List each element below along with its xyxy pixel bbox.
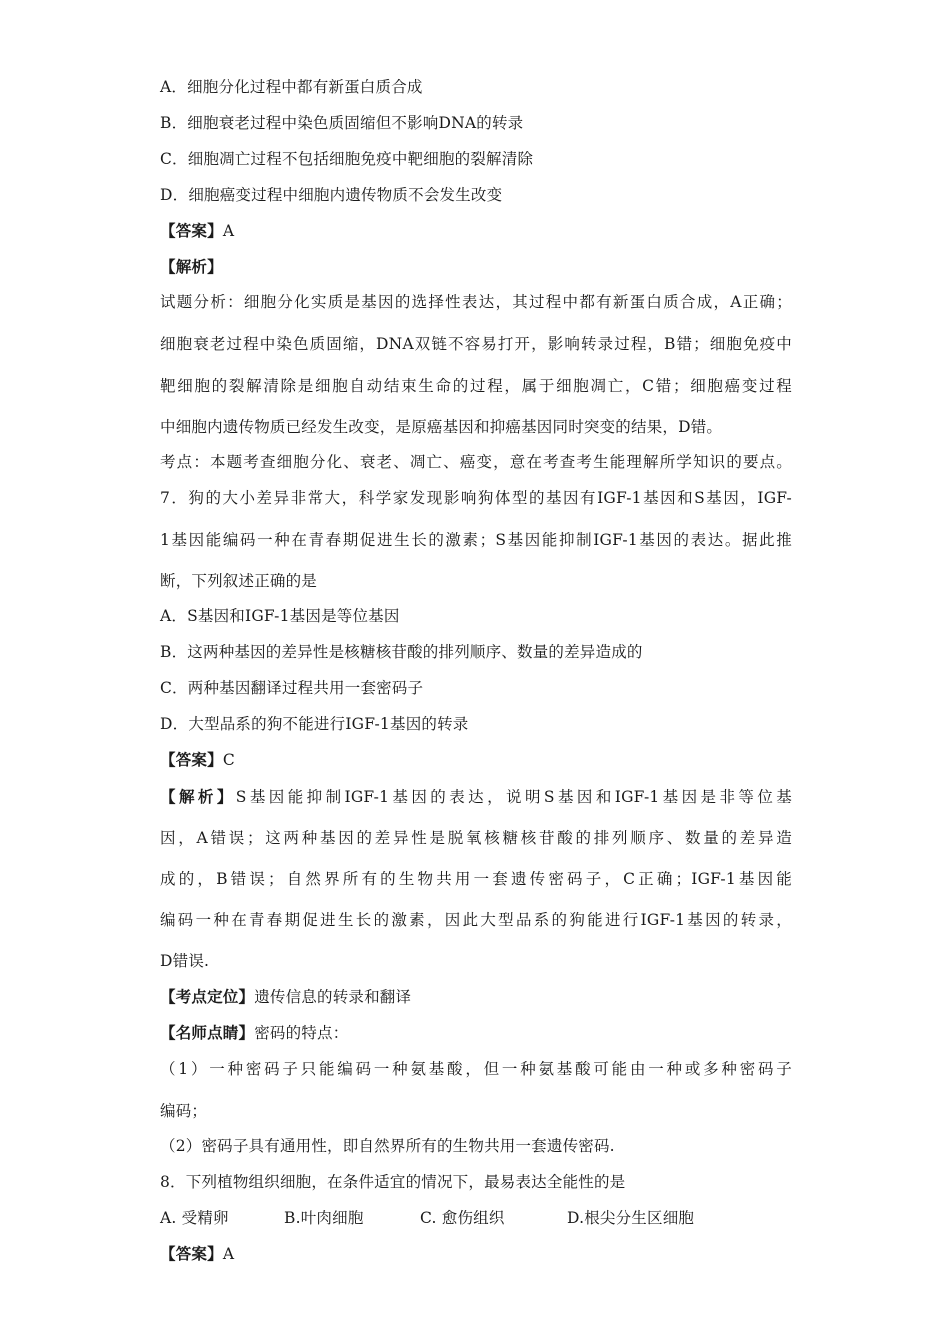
q7-option-a: A．S基因和IGF-1基因是等位基因	[160, 607, 400, 625]
q6-option-d: D．细胞癌变过程中细胞内遗传物质不会发生改变	[160, 186, 503, 204]
q7-analysis-line: 成的，B错误；自然界所有的生物共用一套遗传密码子，C正确；IGF-1基因能	[160, 870, 792, 888]
q6-analysis-line: 细胞衰老过程中染色质固缩，DNA双链不容易打开，影响转录过程，B错；细胞免疫中	[160, 335, 792, 353]
analysis-text: S基因能抑制IGF-1基因的表达，说明S基因和IGF-1基因是非等位基	[235, 788, 793, 806]
mingshi-text: 密码的特点：	[254, 1024, 349, 1042]
q8-answer	[160, 1244, 234, 1264]
kaodian-text: 遗传信息的转录和翻译	[254, 988, 412, 1006]
q7-stem-line: 7．狗的大小差异非常大，科学家发现影响狗体型的基因有IGF-1基因和S基因，IGF-	[160, 489, 792, 507]
q6-option-b: B．细胞衰老过程中染色质固缩但不影响DNA的转录	[160, 114, 524, 132]
q6-point: 考点：本题考查细胞分化、衰老、凋亡、癌变，意在考查考生能理解所学知识的要点。	[160, 453, 792, 471]
q7-note: 编码；	[160, 1102, 208, 1120]
kaodian-label: 【考点定位】	[160, 987, 255, 1006]
q7-note: （1）一种密码子只能编码一种氨基酸，但一种氨基酸可能由一种或多种密码子	[160, 1060, 792, 1078]
q6-analysis-line: 靶细胞的裂解清除是细胞自动结束生命的过程，属于细胞凋亡，C错；细胞癌变过程	[160, 377, 792, 395]
q6-option-c: C．细胞凋亡过程不包括细胞免疫中靶细胞的裂解清除	[160, 150, 534, 168]
q7-stem-line: 断，下列叙述正确的是	[160, 572, 318, 590]
q7-analysis-line: 因，A错误；这两种基因的差异性是脱氧核糖核苷酸的排列顺序、数量的差异造	[160, 829, 792, 847]
q7-note: （2）密码子具有通用性，即自然界所有的生物共用一套遗传密码.	[160, 1137, 615, 1155]
q7-analysis-line: D错误.	[160, 952, 210, 970]
answer-value: A	[222, 222, 235, 240]
answer-value: A	[222, 1245, 235, 1263]
q8-option-d: D.根尖分生区细胞	[567, 1209, 695, 1227]
answer-label: 【答案】	[160, 750, 223, 769]
q8-option-a: A. 受精卵	[160, 1209, 229, 1227]
answer-label: 【答案】	[160, 1244, 223, 1263]
mingshi-label: 【名师点睛】	[160, 1023, 255, 1042]
q6-analysis-line: 试题分析：细胞分化实质是基因的选择性表达，其过程中都有新蛋白质合成，A正确；	[160, 293, 792, 311]
q7-option-d: D．大型品系的狗不能进行IGF-1基因的转录	[160, 715, 469, 733]
q7-analysis-line: 编码一种在青春期促进生长的激素，因此大型品系的狗能进行IGF-1基因的转录，	[160, 911, 792, 929]
q7-mingshi	[160, 1023, 348, 1043]
q7-kaodian	[160, 987, 411, 1007]
q6-analysis-label: 【解析】	[160, 257, 223, 276]
q7-option-b: B．这两种基因的差异性是核糖核苷酸的排列顺序、数量的差异造成的	[160, 643, 643, 661]
answer-value: C	[222, 751, 235, 769]
q6-answer	[160, 221, 234, 241]
q6-analysis-line: 中细胞内遗传物质已经发生改变，是原癌基因和抑癌基因同时突变的结果，D错。	[160, 418, 723, 436]
q7-answer	[160, 750, 235, 770]
q7-stem-line: 1基因能编码一种在青春期促进生长的激素；S基因能抑制IGF-1基因的表达。据此推	[160, 531, 792, 549]
analysis-label: 【解析】	[160, 787, 236, 806]
q7-analysis-first-line	[160, 787, 792, 807]
q7-option-c: C．两种基因翻译过程共用一套密码子	[160, 679, 424, 697]
q6-option-a: A．细胞分化过程中都有新蛋白质合成	[160, 78, 423, 96]
q8-stem: 8．下列植物组织细胞，在条件适宜的情况下，最易表达全能性的是	[160, 1173, 626, 1191]
q8-option-c: C. 愈伤组织	[420, 1209, 505, 1227]
answer-label: 【答案】	[160, 221, 223, 240]
q8-option-b: B.叶肉细胞	[284, 1209, 364, 1227]
